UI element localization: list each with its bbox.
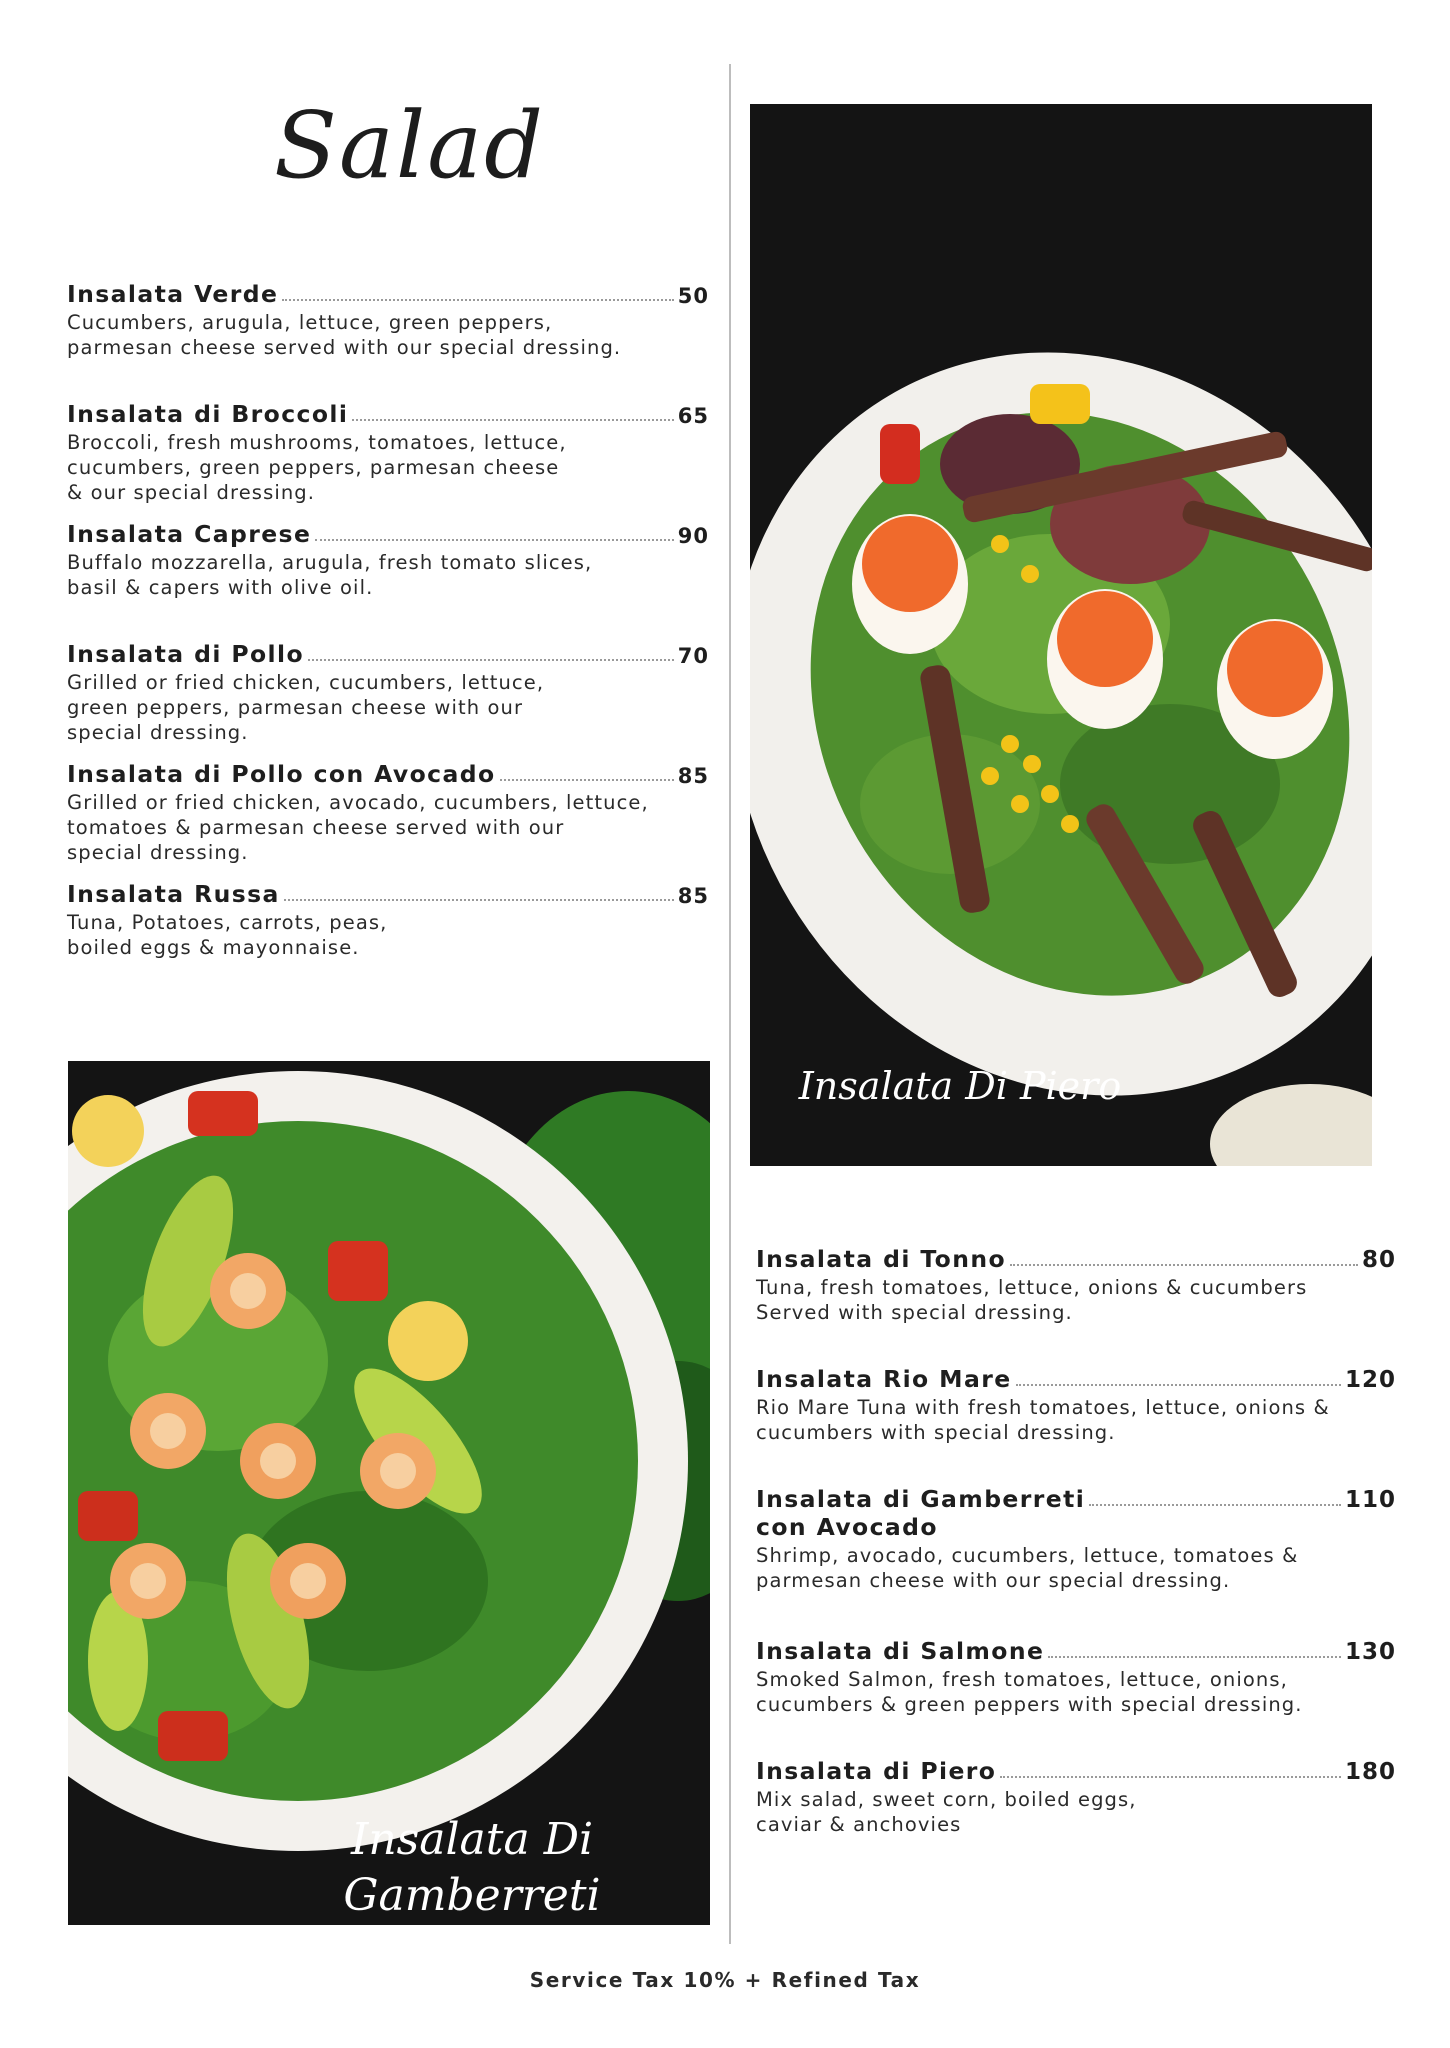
item-price: 110 [1344, 1487, 1396, 1513]
salad-plate-illustration [750, 104, 1372, 1166]
dot-leader [1048, 1656, 1341, 1658]
item-price: 180 [1344, 1759, 1396, 1785]
menu-item [67, 880, 709, 960]
dot-leader [284, 899, 674, 901]
footer-tax-note: Service Tax 10% + Refined Tax [529, 1968, 921, 1992]
item-description: Rio Mare Tuna with fresh tomatoes, lettuce, onions & cucumbers with special dressing. [756, 1396, 1330, 1444]
dot-leader [1010, 1264, 1358, 1266]
item-name: Insalata di Tonno [756, 1245, 1007, 1273]
menu-item [67, 400, 709, 505]
caption-line: Con Avocado [327, 1926, 617, 1977]
item-name: Insalata Rio Mare [756, 1365, 1012, 1393]
item-price: 50 [677, 284, 709, 308]
item-description: Broccoli, fresh mushrooms, tomatoes, lettuce, cucumbers, green peppers, parmesan cheese & our special dressing. [67, 431, 567, 504]
item-price: 85 [677, 764, 709, 788]
item-price: 85 [677, 884, 709, 908]
menu-item [67, 640, 709, 745]
item-price: 90 [677, 524, 709, 548]
page-title: Salad [274, 92, 546, 199]
salad-photo-piero [750, 104, 1372, 1166]
item-description: Buffalo mozzarella, arugula, fresh tomato slices, basil & capers with olive oil. [67, 551, 593, 599]
item-name: Insalata di Gamberreti [756, 1485, 1086, 1513]
item-name: Insalata di Broccoli [67, 400, 349, 428]
menu-item [756, 1637, 1396, 1717]
menu-item [67, 760, 709, 865]
menu-item [756, 1757, 1396, 1837]
dot-leader [315, 539, 673, 541]
item-description: Grilled or fried chicken, avocado, cucumbers, lettuce, tomatoes & parmesan cheese served with our special dressing. [67, 791, 649, 864]
item-price: 70 [677, 644, 709, 668]
item-name: Insalata Caprese [67, 520, 312, 548]
menu-item [756, 1365, 1396, 1445]
item-name-line2: con Avocado [756, 1513, 938, 1541]
menu-item [67, 280, 709, 360]
item-name: Insalata di Salmone [756, 1637, 1045, 1665]
dot-leader [352, 419, 673, 421]
item-name: Insalata Verde [67, 280, 279, 308]
item-description: Tuna, Potatoes, carrots, peas, boiled eggs & mayonnaise. [67, 911, 388, 959]
menu-item [67, 520, 709, 600]
item-description: Tuna, fresh tomatoes, lettuce, onions & cucumbers Served with special dressing. [756, 1276, 1308, 1324]
item-price: 65 [677, 404, 709, 428]
item-name: Insalata di Pollo [67, 640, 304, 668]
shrimp-salad-illustration [68, 1061, 710, 1925]
caption-line: Insalata Di Gamberreti [343, 1814, 601, 1921]
item-description: Grilled or fried chicken, cucumbers, lettuce, green peppers, parmesan cheese with our special dressing. [67, 671, 545, 744]
dot-leader [308, 659, 674, 661]
photo-caption-piero: Insalata Di Piero [798, 1064, 1122, 1108]
item-name: Insalata di Piero [756, 1757, 997, 1785]
item-price: 80 [1361, 1247, 1396, 1273]
item-name: Insalata Russa [67, 880, 280, 908]
dot-leader [1089, 1504, 1341, 1506]
column-divider [729, 64, 731, 1944]
item-description: Smoked Salmon, fresh tomatoes, lettuce, onions, cucumbers & green peppers with special dressing. [756, 1668, 1303, 1716]
photo-caption-shrimp-avocado [232, 1812, 712, 1980]
dot-leader [1000, 1776, 1341, 1778]
menu-item [756, 1485, 1396, 1593]
item-description: Cucumbers, arugula, lettuce, green peppers, parmesan cheese served with our special dressing. [67, 311, 622, 359]
item-price: 130 [1344, 1639, 1396, 1665]
dot-leader [1016, 1384, 1341, 1386]
salad-photo-shrimp-avocado [68, 1061, 710, 1925]
dot-leader [282, 299, 673, 301]
dot-leader [500, 779, 674, 781]
item-name: Insalata di Pollo con Avocado [67, 760, 496, 788]
menu-item [756, 1245, 1396, 1325]
item-description: Shrimp, avocado, cucumbers, lettuce, tomatoes & parmesan cheese with our special dressing. [756, 1544, 1299, 1592]
item-description: Mix salad, sweet corn, boiled eggs, caviar & anchovies [756, 1788, 1137, 1836]
item-price: 120 [1344, 1367, 1396, 1393]
